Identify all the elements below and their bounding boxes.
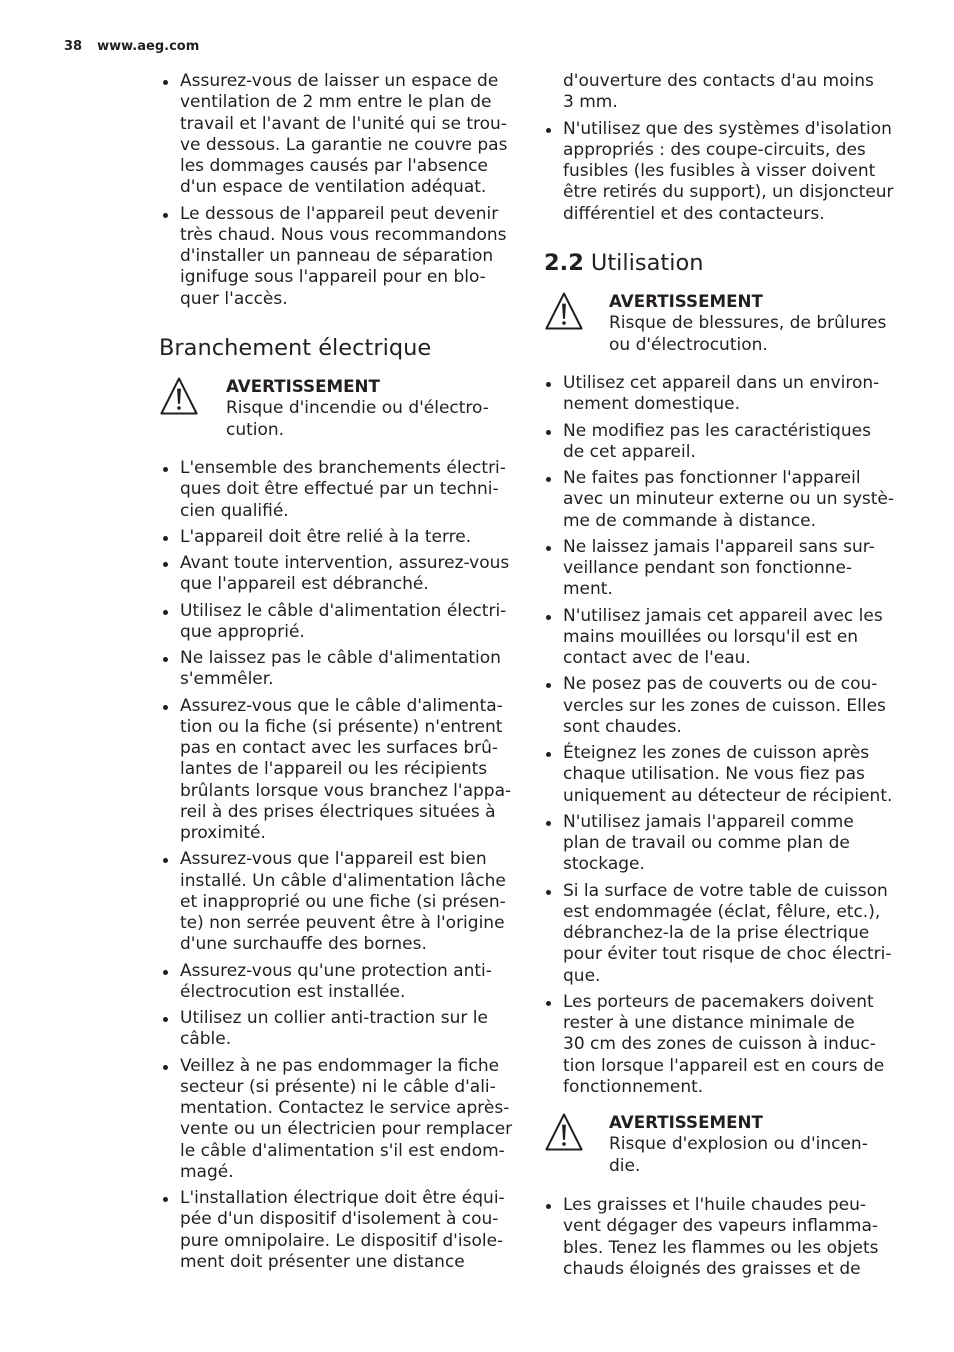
page-header: [64, 39, 199, 55]
list-item: [180, 849, 512, 955]
site-url: www.aeg.com: [97, 39, 200, 54]
bullet-icon: [546, 1204, 551, 1209]
warning-block: [545, 1111, 905, 1181]
warning-title: AVERTISSEMENT: [609, 1112, 763, 1132]
list-item-text: Les graisses et l'huile chaudes peu- vent dégager des vapeurs inflamma- bles. Tenez les flammes ou les objets chauds éloignés des graisses et de: [563, 1195, 879, 1279]
list-item-text: d'ouverture des contacts d'au moins 3 mm.: [563, 71, 874, 113]
list-item-text: Éteignez les zones de cuisson après chaque utilisation. Ne vous fiez pas uniquement au détecteur de récipient.: [563, 743, 893, 806]
list-item-text: Utilisez cet appareil dans un environ- nement domestique.: [563, 373, 880, 415]
list-item: [180, 601, 512, 644]
bullet-icon: [163, 705, 168, 710]
list-item: [563, 468, 894, 532]
list-item-text: Assurez-vous que l'appareil est bien installé. Un câble d'alimentation lâche et inapproprié ou une fiche (si présen- te) non serrée peuvent être à l'origine d'une surchauffe des bornes.: [180, 849, 506, 955]
list-item: [180, 961, 512, 1004]
page-number: 38: [64, 39, 83, 54]
bullet-icon: [163, 610, 168, 615]
bullet-icon: [163, 536, 168, 541]
bullet-icon: [546, 752, 551, 757]
bullet-icon: [546, 683, 551, 688]
list-item: [563, 881, 894, 987]
bullet-icon: [163, 467, 168, 472]
list-item-text: Assurez-vous qu'une protection anti- électrocution est installée.: [180, 960, 492, 1002]
bullet-icon: [546, 821, 551, 826]
bullet-icon: [163, 213, 168, 218]
bullet-icon: [163, 1017, 168, 1022]
bullet-icon: [546, 430, 551, 435]
list-item-text: Ne laissez jamais l'appareil sans sur- veillance pendant son fonctionne- ment.: [563, 536, 875, 600]
bullet-icon: [163, 657, 168, 662]
list-item: [180, 527, 512, 548]
list-item: [563, 421, 894, 464]
list-item-text: Assurez-vous de laisser un espace de ventilation de 2 mm entre le plan de travail et l'avant de l'unité qui se trou- ve dessous. La garantie ne couvre pas les dommages causés par l'absence d'un espace de ventilation adéquat.: [180, 71, 508, 198]
list-item-text: L'installation électrique doit être équi- pée d'un dispositif d'isolement à cou- pure omnipolaire. Le dispositif d'isole- ment doit présenter une distance: [180, 1188, 505, 1272]
list-item-text: Assurez-vous que le câble d'alimenta- tion ou la fiche (si présente) n'entrent pas en contact avec les surfaces brû- lantes de l'appareil ou les récipients brûlants lorsque vous branchez l'appa- reil à des prises électriques situées à proximité.: [180, 695, 512, 843]
list-item-text: L'ensemble des branchements électri- ques doit être effectué par un techni- cien qualifié.: [180, 458, 506, 521]
list-item-text: Avant toute intervention, assurez-vous que l'appareil est débranché.: [180, 553, 510, 595]
list-item: [563, 674, 894, 738]
list-item-continuation: [563, 71, 894, 114]
warning-block: [160, 375, 520, 445]
list-item-text: Le dessous de l'appareil peut devenir très chaud. Nous vous recommandons d'installer un panneau de séparation ignifuge sous l'appareil pour en blo- quer l'accès.: [180, 203, 507, 309]
bullet-icon: [546, 477, 551, 482]
warning-text: Risque d'incendie ou d'électro- cution.: [226, 398, 489, 440]
bullet-icon: [546, 546, 551, 551]
list-item: [180, 1188, 512, 1273]
warning-text: Risque d'explosion ou d'incen- die.: [609, 1134, 868, 1176]
warning-body: [609, 1111, 868, 1177]
bullet-icon: [546, 890, 551, 895]
list-item-text: Ne laissez pas le câble d'alimentation s'emmêler.: [180, 648, 501, 690]
bullet-icon: [163, 1197, 168, 1202]
warning-triangle-icon: [545, 292, 583, 330]
list-item: [180, 458, 512, 522]
list-item-text: Veillez à ne pas endommager la fiche secteur (si présente) ni le câble d'ali- mentation. Contactez le service après- vente ou un électricien pour remplacer le câble d'alimentation s'il est endom- magé.: [180, 1055, 513, 1182]
bullet-list: [563, 1195, 878, 1280]
bullet-icon: [546, 1001, 551, 1006]
list-item-text: L'appareil doit être relié à la terre.: [180, 526, 472, 547]
list-item-text: N'utilisez jamais cet appareil avec les mains mouillées ou lorsqu'il est en contact avec de l'eau.: [563, 605, 883, 668]
warning-title: AVERTISSEMENT: [609, 291, 763, 311]
warning-text: Risque de blessures, de brûlures ou d'électrocution.: [609, 313, 887, 355]
list-item: [180, 553, 512, 596]
list-item: [180, 696, 512, 845]
list-item: [563, 537, 894, 601]
bullet-icon: [163, 1065, 168, 1070]
bullet-list: [563, 373, 894, 1098]
list-item: [180, 204, 507, 310]
warning-triangle-icon: [545, 1113, 583, 1151]
list-item: [563, 119, 894, 225]
bullet-icon: [163, 562, 168, 567]
list-item: [563, 606, 894, 670]
bullet-icon: [163, 970, 168, 975]
list-item-text: N'utilisez que des systèmes d'isolation appropriés : des coupe-circuits, des fusibles (les fusibles à visser doivent être retirés du support), un disjoncteur différentiel et des contacteurs.: [563, 118, 894, 224]
warning-body: [609, 290, 886, 356]
list-item: [563, 743, 894, 807]
warning-title: AVERTISSEMENT: [226, 376, 380, 396]
list-item-text: Ne modifiez pas les caractéristiques de cet appareil.: [563, 420, 871, 462]
section-heading: [544, 249, 704, 277]
bullet-icon: [546, 382, 551, 387]
list-item-text: Utilisez un collier anti-traction sur le câble.: [180, 1008, 488, 1050]
list-item: [563, 373, 894, 416]
list-item-text: N'utilisez jamais l'appareil comme plan de travail ou comme plan de stockage.: [563, 811, 854, 875]
warning-body: [226, 375, 489, 441]
list-item-text: Les porteurs de pacemakers doivent rester à une distance minimale de 30 cm des zones de cuisson à induc- tion lorsque l'appareil est en cours de fonctionnement.: [563, 991, 885, 1097]
warning-block: [545, 290, 905, 360]
list-item-text: Ne posez pas de couverts ou de cou- vercles sur les zones de cuisson. Elles sont chaudes.: [563, 674, 886, 737]
bullet-icon: [163, 80, 168, 85]
list-item: [563, 992, 894, 1098]
list-item: [180, 71, 507, 199]
bullet-icon: [163, 858, 168, 863]
list-item: [563, 812, 894, 876]
section-title: Utilisation: [590, 250, 704, 276]
list-item-text: Utilisez le câble d'alimentation électri- que approprié.: [180, 600, 507, 642]
section-number: 2.2: [544, 250, 584, 276]
list-item: [180, 648, 512, 691]
bullet-list: [180, 71, 507, 310]
bullet-list: [180, 458, 512, 1273]
bullet-icon: [546, 615, 551, 620]
section-heading: Branchement électrique: [159, 335, 432, 361]
list-item: [180, 1008, 512, 1051]
list-item: [563, 1195, 878, 1280]
warning-triangle-icon: [160, 377, 198, 415]
list-item: [180, 1056, 512, 1184]
list-item-text: Ne faites pas fonctionner l'appareil avec un minuteur externe ou un systè- me de commande à distance.: [563, 468, 895, 531]
bullet-list: [563, 71, 894, 225]
list-item-text: Si la surface de votre table de cuisson est endommagée (éclat, fêlure, etc.), débranchez-la de la prise électrique pour éviter tout risque de choc électri- que.: [563, 880, 892, 986]
bullet-icon: [546, 128, 551, 133]
